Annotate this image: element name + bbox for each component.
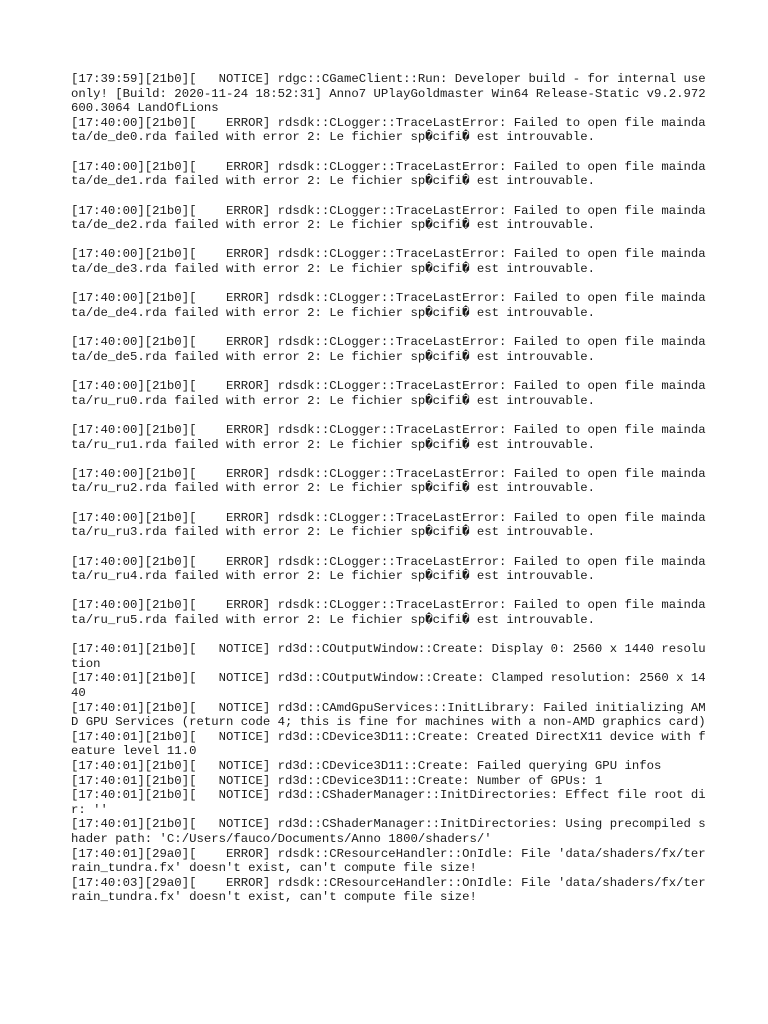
log-line: [17:40:01][21b0][ NOTICE] rd3d::CShaderManager::InitDirectories: Effect file root dir: '' [71,788,706,817]
log-line: [17:40:03][29a0][ ERROR] rdsdk::CResourceHandler::OnIdle: File 'data/shaders/fx/terrain_tundra.fx' doesn't exist, can't compute file size! [71,875,706,905]
log-line: [17:40:01][21b0][ NOTICE] rd3d::COutputWindow::Create: Display 0: 2560 x 1440 resolution [71,642,706,671]
log-line: [17:40:00][21b0][ ERROR] rdsdk::CLogger::TraceLastError: Failed to open file maindata/de_de5.rda failed with error 2: Le fichier sp�cifi� est introuvable. [71,335,706,364]
log-line: [17:40:00][21b0][ ERROR] rdsdk::CLogger::TraceLastError: Failed to open file maindata/ru_ru0.rda failed with error 2: Le fichier sp�cifi� est introuvable. [71,379,706,408]
log-line: [17:40:00][21b0][ ERROR] rdsdk::CLogger::TraceLastError: Failed to open file maindata/ru_ru5.rda failed with error 2: Le fichier sp�cifi� est introuvable. [71,598,706,627]
log-line: [17:40:00][21b0][ ERROR] rdsdk::CLogger::TraceLastError: Failed to open file maindata/ru_ru2.rda failed with error 2: Le fichier sp�cifi� est introuvable. [71,466,706,496]
log-line: [17:39:59][21b0][ NOTICE] rdgc::CGameClient::Run: Developer build - for internal use only! [Build: 2020-11-24 18:52:31] Anno7 UPlayGoldmaster Win64 Release-Static v9.2.972600.3064 LandOfLions [71,72,714,116]
log-line: [17:40:01][21b0][ NOTICE] rd3d::CAmdGpuServices::InitLibrary: Failed initializing AMD GPU Services (return code 4; this is fine for machines with a non-AMD graphics card) [71,700,706,730]
log-line: [17:40:00][21b0][ ERROR] rdsdk::CLogger::TraceLastError: Failed to open file maindata/ru_ru1.rda failed with error 2: Le fichier sp�cifi� est introuvable. [71,422,706,452]
log-line: [17:40:00][21b0][ ERROR] rdsdk::CLogger::TraceLastError: Failed to open file maindata/de_de4.rda failed with error 2: Le fichier sp�cifi� est introuvable. [71,291,706,320]
log-line: [17:40:01][21b0][ NOTICE] rd3d::COutputWindow::Create: Clamped resolution: 2560 x 1440 [71,671,706,701]
log-line: [17:40:01][29a0][ ERROR] rdsdk::CResourceHandler::OnIdle: File 'data/shaders/fx/terrain_tundra.fx' doesn't exist, can't compute file size! [71,846,706,876]
log-line: [17:40:01][21b0][ NOTICE] rd3d::CShaderManager::InitDirectories: Using precompiled shader path: 'C:/Users/fauco/Documents/Anno 1800/shaders/' [71,817,706,846]
log-text-body [71,72,714,905]
log-line: [17:40:01][21b0][ NOTICE] rd3d::CDevice3D11::Create: Failed querying GPU infos [71,759,662,774]
log-line: [17:40:00][21b0][ ERROR] rdsdk::CLogger::TraceLastError: Failed to open file maindata/de_de2.rda failed with error 2: Le fichier sp�cifi� est introuvable. [71,203,706,233]
log-line: [17:40:00][21b0][ ERROR] rdsdk::CLogger::TraceLastError: Failed to open file maindata/de_de0.rda failed with error 2: Le fichier sp�cifi� est introuvable. [71,115,706,145]
log-line: [17:40:01][21b0][ NOTICE] rd3d::CDevice3D11::Create: Created DirectX11 device with feature level 11.0 [71,729,706,759]
log-line: [17:40:00][21b0][ ERROR] rdsdk::CLogger::TraceLastError: Failed to open file maindata/de_de1.rda failed with error 2: Le fichier sp�cifi� est introuvable. [71,159,706,189]
log-line: [17:40:00][21b0][ ERROR] rdsdk::CLogger::TraceLastError: Failed to open file maindata/de_de3.rda failed with error 2: Le fichier sp�cifi� est introuvable. [71,247,706,276]
log-line: [17:40:00][21b0][ ERROR] rdsdk::CLogger::TraceLastError: Failed to open file maindata/ru_ru4.rda failed with error 2: Le fichier sp�cifi� est introuvable. [71,554,706,584]
log-line: [17:40:01][21b0][ NOTICE] rd3d::CDevice3D11::Create: Number of GPUs: 1 [71,773,603,788]
log-line: [17:40:00][21b0][ ERROR] rdsdk::CLogger::TraceLastError: Failed to open file maindata/ru_ru3.rda failed with error 2: Le fichier sp�cifi� est introuvable. [71,510,706,540]
